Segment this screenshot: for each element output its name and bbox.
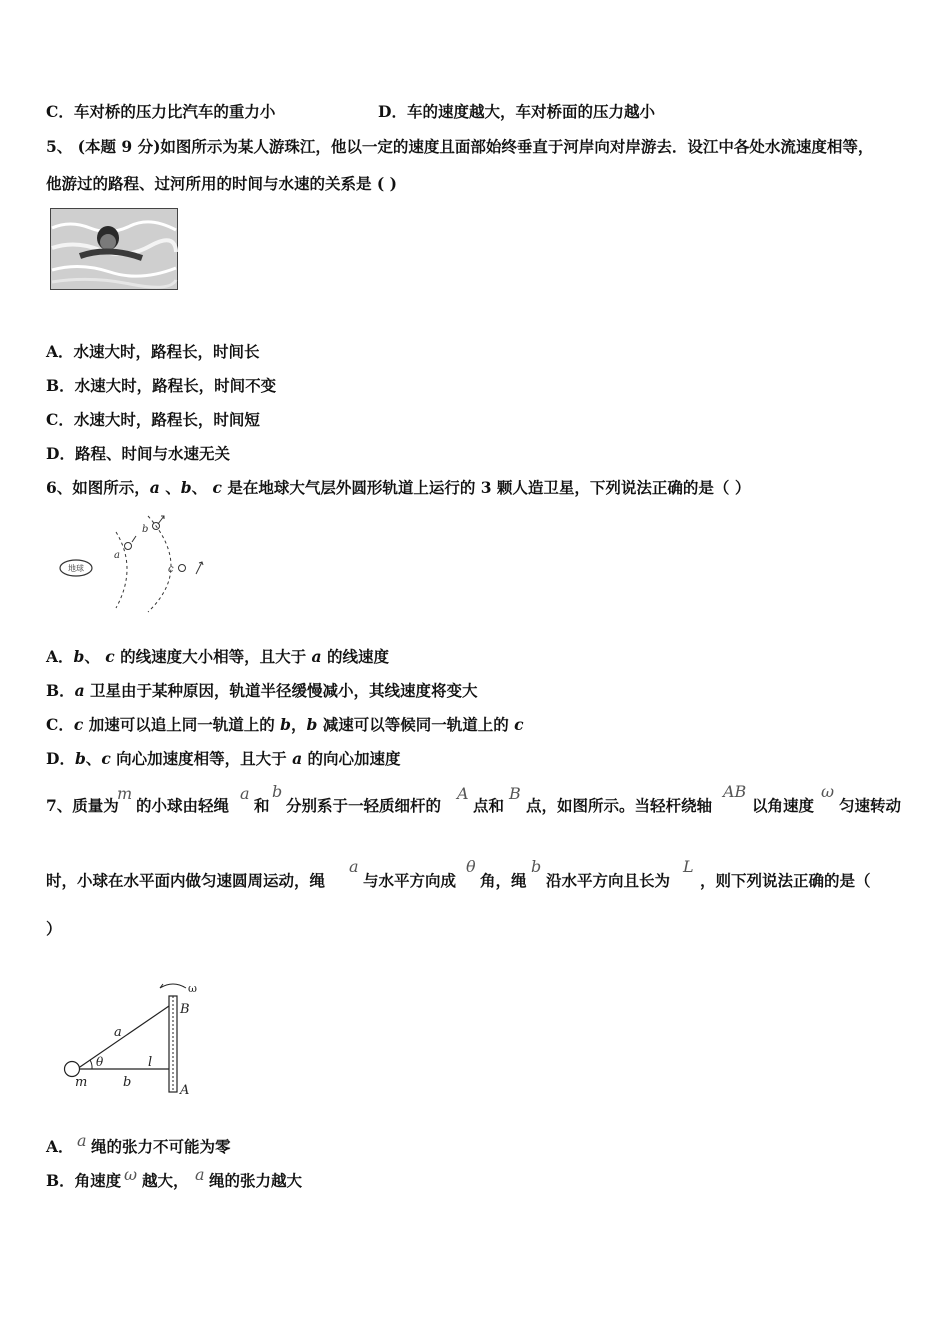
swimmer-photo: [50, 208, 178, 290]
q7-var-omega: ω: [821, 782, 835, 801]
q7-option-b-prefix: B．角速度: [46, 1171, 122, 1190]
fig-theta-label: θ: [96, 1055, 104, 1069]
earth-label: 地球: [68, 564, 84, 573]
q7-text-1: 7、质量为: [46, 796, 119, 815]
fig-label-c: c: [168, 564, 174, 575]
q7-var-b2: b: [531, 857, 542, 876]
rod-ball-figure: [60, 978, 220, 1100]
q7-text-4: 分别系于一轻质细杆的: [286, 796, 442, 815]
q7-var-m: m: [117, 784, 133, 803]
fig-label-b: b: [142, 524, 149, 535]
fig-m-label: m: [75, 1075, 88, 1090]
q7-text-8: 匀速转动: [839, 796, 902, 815]
q7-option-b-var-a: a: [195, 1165, 205, 1184]
q4-option-d: D．车的速度越大，车对桥面的压力越小: [378, 102, 655, 121]
q7-text-3: 和: [254, 796, 270, 815]
q6-option-a: A．b、 c 的线速度大小相等，且大于 a 的线速度: [46, 647, 389, 666]
fig-label-a: a: [114, 550, 120, 561]
q7-option-a-var: a: [77, 1131, 87, 1150]
fig-A-label: A: [180, 1083, 190, 1098]
fig-l-label: l: [148, 1055, 153, 1070]
q7-text-s1: 时，小球在水平面内做匀速圆周运动，绳: [46, 871, 326, 890]
q6-stem: 6、如图所示，a 、b、 c 是在地球大气层外圆形轨道上运行的 3 颗人造卫星，下列说法正确的是（ ）: [46, 478, 751, 497]
q7-option-a-prefix: A．: [46, 1137, 74, 1156]
q7-text-s2: 与水平方向成: [363, 871, 457, 890]
fig-omega-label: ω: [188, 982, 197, 995]
q7-var-L: L: [683, 857, 694, 876]
q7-close-paren: ）: [46, 919, 62, 938]
q5-option-b: B．水速大时，路程长，时间不变: [46, 376, 277, 395]
q6-option-c: C．c 加速可以追上同一轨道上的 b，b 减速可以等候同一轨道上的 c: [46, 715, 524, 734]
q7-var-a: a: [240, 784, 250, 803]
q7-var-theta: θ: [466, 857, 476, 876]
q7-var-a2: a: [349, 857, 359, 876]
q7-text-s5: ，则下列说法正确的是（: [700, 871, 871, 890]
q7-option-a-text: 绳的张力不可能为零: [91, 1137, 231, 1156]
q7-option-b-text: 越大，: [142, 1171, 189, 1190]
q7-text-s3: 角，绳: [480, 871, 527, 890]
q5-option-c: C．水速大时，路程长，时间短: [46, 410, 260, 429]
q5-stem-line1: 5、 (本题 9 分)如图所示为某人游珠江，他以一定的速度且面部始终垂直于河岸向对岸游去．设江中各处水流速度相等，: [46, 137, 874, 156]
q7-var-A: A: [457, 784, 469, 803]
q7-text-s4: 沿水平方向且长为: [546, 871, 671, 890]
q7-var-B: B: [509, 784, 521, 803]
q7-text-5: 点和: [473, 796, 505, 815]
q7-option-b-var-omega: ω: [124, 1165, 138, 1184]
q7-text-2: 的小球由轻绳: [136, 796, 230, 815]
fig-b-label: b: [123, 1075, 132, 1090]
q7-text-7: 以角速度: [752, 796, 815, 815]
q6-option-d: D．b、c 向心加速度相等，且大于 a 的向心加速度: [46, 749, 401, 768]
fig-B-label: B: [180, 1002, 190, 1017]
q5-stem-line2: 他游过的路程、过河所用的时间与水速的关系是 ( ): [46, 174, 397, 193]
satellite-orbit-figure: [56, 512, 216, 616]
q7-var-AB: AB: [723, 782, 747, 801]
q6-option-b: B．a 卫星由于某种原因，轨道半径缓慢减小，其线速度将变大: [46, 681, 478, 700]
fig-a-label: a: [114, 1025, 122, 1040]
q7-option-b-text-2: 绳的张力越大: [209, 1171, 303, 1190]
q5-option-d: D．路程、时间与水速无关: [46, 444, 230, 463]
q7-text-6: 点，如图所示。当轻杆绕轴: [526, 796, 713, 815]
q7-var-b: b: [272, 782, 283, 801]
q4-option-c: C．车对桥的压力比汽车的重力小: [46, 102, 276, 121]
q5-option-a: A．水速大时，路程长，时间长: [46, 342, 260, 361]
